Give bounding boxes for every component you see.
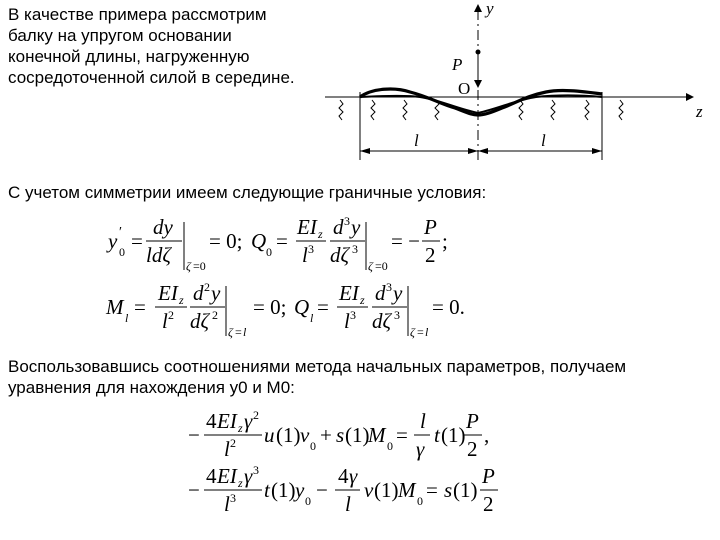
svg-text:γ: γ	[244, 464, 253, 488]
z-axis-label: z	[696, 102, 703, 121]
svg-text:l: l	[302, 243, 308, 267]
span-left-label: l	[414, 131, 419, 150]
svg-text:3: 3	[344, 214, 350, 228]
svg-text:=: =	[417, 325, 424, 339]
svg-text:2: 2	[425, 243, 436, 267]
svg-text:P: P	[424, 215, 437, 239]
svg-text:s: s	[336, 423, 345, 447]
span-right-label: l	[541, 131, 546, 150]
svg-text:= 0;: = 0;	[253, 295, 287, 319]
svg-text:4: 4	[338, 464, 349, 488]
svg-text:(1): (1)	[276, 423, 301, 447]
svg-text:t: t	[434, 423, 440, 447]
svg-text:EI: EI	[217, 464, 237, 488]
svg-text:(1): (1)	[453, 478, 478, 502]
svg-text:2: 2	[483, 492, 494, 516]
svg-text:l: l	[425, 325, 429, 339]
svg-text:=: =	[396, 423, 408, 447]
svg-text:;: ;	[442, 229, 448, 253]
svg-text:d: d	[375, 281, 386, 305]
svg-text:2: 2	[212, 308, 218, 322]
svg-text:y: y	[393, 281, 403, 305]
svg-text:ζ: ζ	[410, 325, 415, 339]
svg-text:dy: dy	[153, 215, 173, 239]
svg-text:z: z	[179, 293, 184, 307]
svg-text:M: M	[398, 478, 416, 502]
svg-text:2: 2	[230, 436, 236, 450]
svg-text:2: 2	[467, 437, 478, 461]
svg-text:EI: EI	[339, 281, 359, 305]
svg-text:l: l	[224, 437, 230, 461]
svg-text:z: z	[238, 421, 243, 435]
svg-text:0: 0	[310, 439, 316, 453]
svg-text:0: 0	[417, 494, 423, 508]
svg-text:(1): (1)	[271, 478, 296, 502]
svg-text:M: M	[106, 295, 124, 319]
svg-text:3: 3	[253, 463, 259, 477]
svg-text:t: t	[264, 478, 270, 502]
svg-text:γ: γ	[416, 437, 425, 461]
svg-text:−: −	[316, 478, 328, 502]
svg-text:dζ: dζ	[330, 243, 350, 267]
svg-text:s: s	[444, 478, 453, 502]
svg-text:v: v	[364, 478, 374, 502]
svg-text:=: =	[131, 229, 143, 253]
svg-text:P: P	[466, 409, 479, 433]
svg-text:z: z	[360, 293, 365, 307]
svg-text:d: d	[333, 215, 344, 239]
svg-text:EI: EI	[158, 281, 178, 305]
svg-text:y: y	[108, 229, 118, 253]
svg-text:(1): (1)	[441, 423, 466, 447]
equation-1	[188, 408, 489, 461]
svg-text:y: y	[295, 478, 305, 502]
svg-text:(1): (1)	[345, 423, 370, 447]
svg-text:4: 4	[206, 464, 217, 488]
svg-text:=: =	[134, 295, 146, 319]
svg-text:=: =	[235, 325, 242, 339]
svg-text:,: ,	[484, 423, 490, 447]
svg-text:3: 3	[230, 491, 236, 505]
svg-text:+: +	[320, 423, 332, 447]
svg-text:dζ: dζ	[190, 309, 210, 333]
svg-text:l: l	[162, 309, 168, 333]
intro-line: сосредоточенной силой в середине.	[8, 68, 295, 87]
svg-text:0: 0	[119, 245, 125, 259]
svg-text:0: 0	[305, 494, 311, 508]
force-label: P	[452, 55, 463, 74]
svg-text:(1): (1)	[374, 478, 399, 502]
svg-text:= 0;: = 0;	[209, 229, 243, 253]
svg-text:dζ: dζ	[372, 309, 392, 333]
svg-text:ldζ: ldζ	[146, 243, 171, 267]
svg-text:= −: = −	[391, 229, 420, 253]
symmetry-text: С учетом симметрии имеем следующие граничные условия:	[8, 183, 487, 202]
svg-text:z: z	[238, 476, 243, 490]
origin-label: O	[458, 79, 471, 98]
svg-text:3: 3	[308, 242, 314, 256]
svg-text:0: 0	[387, 439, 393, 453]
svg-text:2: 2	[204, 280, 210, 294]
svg-text:−: −	[188, 478, 200, 502]
svg-text:y: y	[351, 215, 361, 239]
svg-text:γ: γ	[349, 464, 358, 488]
svg-text:l: l	[310, 311, 314, 325]
svg-text:3: 3	[352, 242, 358, 256]
svg-text:=0: =0	[375, 259, 388, 273]
svg-text:−: −	[188, 423, 200, 447]
svg-text:u: u	[264, 423, 275, 447]
svg-text:z: z	[318, 227, 323, 241]
svg-text:3: 3	[386, 280, 392, 294]
svg-text:M: M	[368, 423, 386, 447]
svg-text:y: y	[211, 281, 221, 305]
svg-text:=0: =0	[193, 259, 206, 273]
svg-text:ζ: ζ	[368, 259, 373, 273]
svg-text:l: l	[125, 311, 129, 325]
method-line: уравнения для нахождения y0 и M0:	[8, 378, 295, 397]
equation-2	[188, 463, 498, 516]
svg-text:Q: Q	[251, 229, 267, 253]
svg-text:EI: EI	[217, 409, 237, 433]
svg-text:l: l	[243, 325, 247, 339]
svg-text:Q: Q	[294, 295, 310, 319]
intro-line: конечной длины, нагруженную	[8, 47, 250, 66]
svg-text:′: ′	[119, 225, 123, 240]
svg-text:3: 3	[394, 308, 400, 322]
intro-line: В качестве примера рассмотрим	[8, 5, 267, 24]
svg-text:l: l	[420, 409, 426, 433]
svg-text:l: l	[345, 492, 351, 516]
svg-text:=: =	[276, 229, 288, 253]
y-axis-label: y	[486, 0, 494, 18]
svg-text:4: 4	[206, 409, 217, 433]
svg-text:ζ: ζ	[186, 259, 191, 273]
svg-text:l: l	[224, 492, 230, 516]
svg-text:=: =	[317, 295, 329, 319]
svg-text:v: v	[300, 423, 310, 447]
svg-text:0: 0	[266, 245, 272, 259]
svg-text:P: P	[482, 464, 495, 488]
intro-line: балку на упругом основании	[8, 26, 232, 45]
svg-text:EI: EI	[297, 215, 317, 239]
svg-text:γ: γ	[244, 409, 253, 433]
svg-text:2: 2	[253, 408, 259, 422]
svg-text:3: 3	[350, 308, 356, 322]
svg-text:d: d	[193, 281, 204, 305]
svg-text:ζ: ζ	[228, 325, 233, 339]
method-line: Воспользовавшись соотношениями метода начальных параметров, получаем	[8, 357, 627, 376]
svg-text:= 0.: = 0.	[432, 295, 465, 319]
svg-text:=: =	[426, 478, 438, 502]
svg-text:2: 2	[168, 308, 174, 322]
svg-text:l: l	[344, 309, 350, 333]
